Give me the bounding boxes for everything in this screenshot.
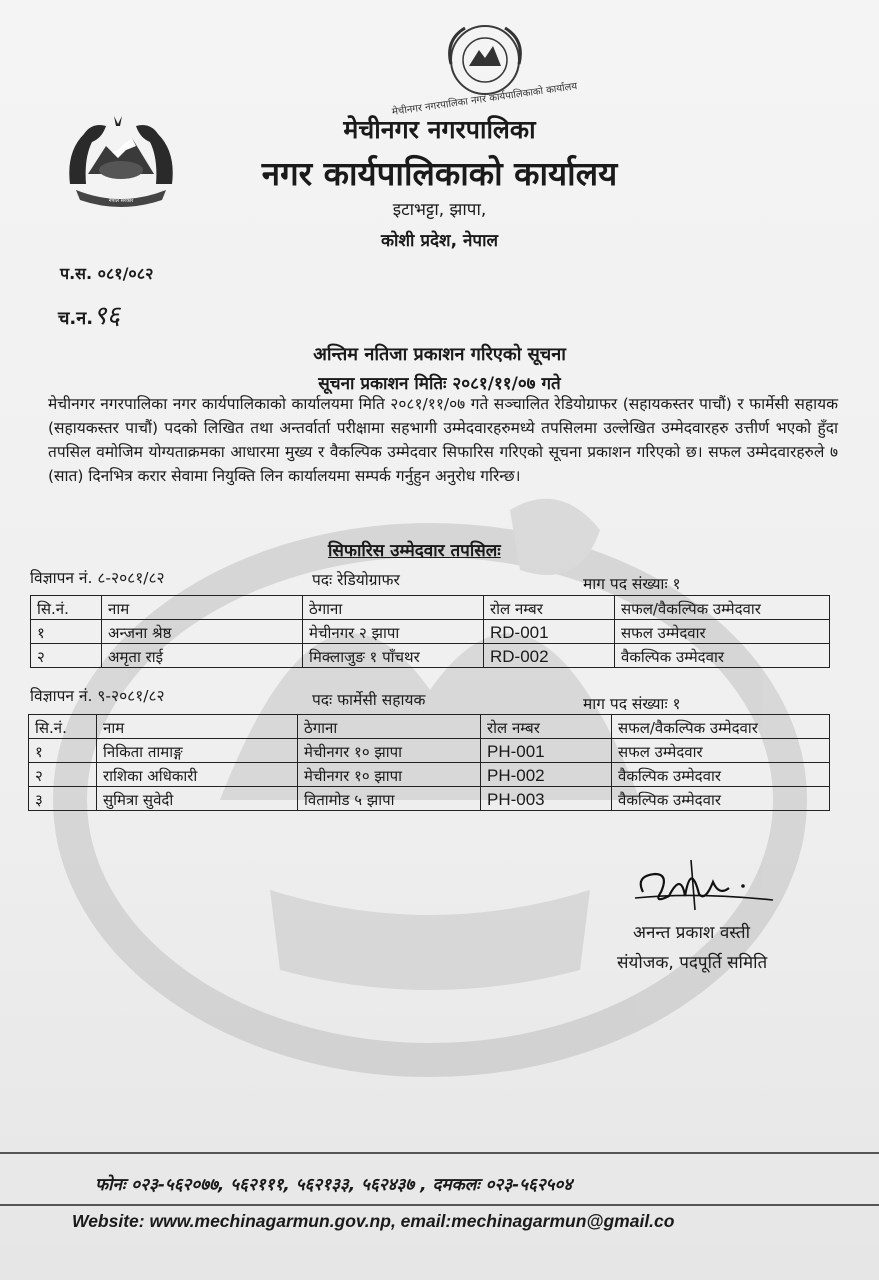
cell-address: वितामोड ५ झापा [298, 787, 481, 811]
cell-address: मिक्लाजुङ १ पाँचथर [303, 644, 484, 668]
cell-roll: RD-002 [484, 644, 615, 668]
positions-count-1: माग पद संख्याः १ [583, 575, 681, 593]
signatory-role: संयोजक, पदपूर्ति समिति [617, 953, 768, 973]
cell-status: सफल उम्मेदवार [612, 739, 830, 763]
office-name: नगर कार्यपालिकाको कार्यालय [261, 154, 618, 193]
recommendation-title: सिफारिस उम्मेदवार तपसिलः [328, 541, 501, 561]
signatory-name: अनन्त प्रकाश वस्ती [633, 923, 751, 943]
fiscal-reference: प.स. ०८१/०८२ [60, 264, 154, 283]
cell-status: वैकल्पिक उम्मेदवार [612, 787, 830, 811]
cell-address: मेचीनगर २ झापा [303, 620, 484, 644]
municipality-name: मेचीनगर नगरपालिका [343, 115, 536, 144]
table-row [29, 739, 830, 763]
table-row [29, 763, 830, 787]
cell-name: अमृता राई [102, 644, 303, 668]
footer-divider-middle [0, 1204, 879, 1206]
column-header: सफल/वैकल्पिक उम्मेदवार [612, 715, 830, 739]
svg-text:नेपाल सरकार: नेपाल सरकार [108, 198, 134, 204]
table-header-row [29, 715, 830, 739]
cell-name: सुमित्रा सुवेदी [97, 787, 298, 811]
svg-text:मेचीनगर नगरपालिका नगर कार्यपाल: मेचीनगर नगरपालिका नगर कार्यपालिकाको कार्यालय [391, 81, 578, 118]
cell-sn: ३ [29, 787, 97, 811]
footer-divider-top [0, 1152, 879, 1154]
cell-roll: PH-001 [481, 739, 612, 763]
column-header: ठेगाना [298, 715, 481, 739]
recommendation-table-2 [28, 714, 830, 811]
cell-address: मेचीनगर १० झापा [298, 763, 481, 787]
column-header: नाम [102, 596, 303, 620]
column-header: सि.नं. [29, 715, 97, 739]
column-header: नाम [97, 715, 298, 739]
positions-count-2: माग पद संख्याः १ [583, 695, 681, 713]
column-header: सि.नं. [31, 596, 102, 620]
column-header: सफल/वैकल्पिक उम्मेदवार [615, 596, 830, 620]
table-header-row [31, 596, 830, 620]
cell-roll: RD-001 [484, 620, 615, 644]
column-header: रोल नम्बर [484, 596, 615, 620]
dispatch-number: ९६ [93, 301, 121, 331]
notice-body: मेचीनगर नगरपालिका नगर कार्यपालिकाको कार्यालयमा मिति २०८१/११/०७ गते सञ्चालित रेडियोग्राफर (सहायकस्तर पाचौं) र फार्मेसी सहायक (सहायकस्तर पाचौं) पदको लिखित तथा अन्तर्वार्ता परीक्षामा सहभागी उम्मेदवारहरुमध्ये तपसिलमा उल्लेखित उम्मेदवारहरु उत्तीर्ण भएको हुँदा तपसिल वमोजिम योग्यताक्रमका आधारमा मुख्य र वैकल्पिक उम्मेदवार सिफारिस गरिएको सूचना प्रकाशन गरिएको छ। सफल उम्मेदवारहरुले ७ (सात) दिनभित्र करार सेवामा नियुक्ति लिन कार्यालयमा सम्पर्क गर्नुहुन अनुरोध गरिन्छ। [48, 395, 838, 485]
cell-sn: २ [29, 763, 97, 787]
dispatch-reference [58, 296, 120, 332]
recommendation-table-1 [30, 595, 830, 668]
cell-name: अन्जना श्रेष्ठ [102, 620, 303, 644]
address-line-1: इटाभट्टा, झापा, [392, 200, 487, 220]
cell-status: वैकल्पिक उम्मेदवार [615, 644, 830, 668]
table-row [31, 620, 830, 644]
cell-status: वैकल्पिक उम्मेदवार [612, 763, 830, 787]
ad-number-1: विज्ञापन नं. ८-२०८१/८२ [30, 569, 165, 587]
cell-sn: १ [29, 739, 97, 763]
cell-roll: PH-003 [481, 787, 612, 811]
cell-name: राशिका अधिकारी [97, 763, 298, 787]
cell-sn: १ [31, 620, 102, 644]
column-header: रोल नम्बर [481, 715, 612, 739]
notice-title: अन्तिम नतिजा प्रकाशन गरिएको सूचना [313, 344, 566, 365]
cell-name: निकिता तामाङ्ग [97, 739, 298, 763]
post-name-1: पदः रेडियोग्राफर [312, 571, 400, 589]
cell-roll: PH-002 [481, 763, 612, 787]
signature-icon [625, 852, 775, 922]
table-row [29, 787, 830, 811]
publish-date: सूचना प्रकाशन मितिः २०८१/११/०७ गते [318, 374, 561, 394]
footer-website: Website: www.mechinagarmun.gov.np, email:mechinagarmun@gmail.co [72, 1211, 675, 1231]
table-row [31, 644, 830, 668]
ad-number-2: विज्ञापन नं. ९-२०८१/८२ [30, 687, 165, 705]
dispatch-label: च.न. [58, 308, 94, 329]
post-name-2: पदः फार्मेसी सहायक [312, 691, 426, 709]
cell-address: मेचीनगर १० झापा [298, 739, 481, 763]
address-line-2: कोशी प्रदेश, नेपाल [381, 231, 498, 251]
footer-phone: फोनः ०२३-५६२०७७, ५६२१११, ५६२१३३, ५६२४३७ , दमकलः ०२३-५६२५०४ [95, 1175, 573, 1195]
column-header: ठेगाना [303, 596, 484, 620]
cell-sn: २ [31, 644, 102, 668]
cell-status: सफल उम्मेदवार [615, 620, 830, 644]
